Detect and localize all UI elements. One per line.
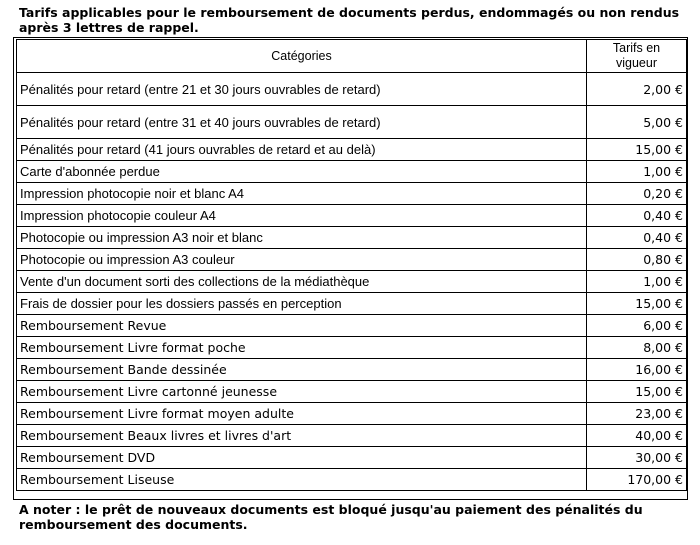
row-price: 1,00 € [587, 271, 687, 293]
row-price: 5,00 € [587, 106, 687, 139]
table-row [17, 359, 687, 381]
table-row [17, 381, 687, 403]
row-category: Remboursement Livre format moyen adulte [17, 403, 587, 425]
row-price: 0,20 € [587, 183, 687, 205]
table-row [17, 183, 687, 205]
row-category: Remboursement Livre cartonné jeunesse [17, 381, 587, 403]
row-category: Remboursement Revue [17, 315, 587, 337]
table-row [17, 139, 687, 161]
table-row [17, 337, 687, 359]
row-price: 1,00 € [587, 161, 687, 183]
row-category: Carte d'abonnée perdue [17, 161, 587, 183]
table-row [17, 73, 687, 106]
row-category: Impression photocopie noir et blanc A4 [17, 183, 587, 205]
row-price: 0,40 € [587, 227, 687, 249]
row-category: Photocopie ou impression A3 noir et blanc [17, 227, 587, 249]
header-category: Catégories [17, 40, 587, 73]
row-price: 16,00 € [587, 359, 687, 381]
row-price: 15,00 € [587, 381, 687, 403]
table-row [17, 425, 687, 447]
heading-line-2: après 3 lettres de rappel. [19, 20, 199, 35]
row-price: 23,00 € [587, 403, 687, 425]
row-price: 15,00 € [587, 293, 687, 315]
table-row [17, 271, 687, 293]
tariff-table [16, 39, 687, 491]
row-price: 30,00 € [587, 447, 687, 469]
row-category: Remboursement Livre format poche [17, 337, 587, 359]
table-header-row [17, 40, 687, 73]
header-price-line-1: Tarifs en [612, 41, 661, 55]
table-row [17, 403, 687, 425]
row-category: Remboursement Bande dessinée [17, 359, 587, 381]
row-category: Photocopie ou impression A3 couleur [17, 249, 587, 271]
row-category: Vente d'un document sorti des collections de la médiathèque [17, 271, 587, 293]
row-category: Pénalités pour retard (entre 21 et 30 jours ouvrables de retard) [17, 73, 587, 106]
note [19, 502, 689, 532]
row-price: 0,40 € [587, 205, 687, 227]
header-price [587, 40, 687, 73]
row-category: Frais de dossier pour les dossiers passés en perception [17, 293, 587, 315]
heading-line-1: Tarifs applicables pour le remboursement de documents perdus, endommagés ou non rendus [19, 5, 680, 20]
note-line-2: remboursement des documents. [19, 517, 248, 532]
table-row [17, 293, 687, 315]
table-row [17, 205, 687, 227]
row-category: Remboursement DVD [17, 447, 587, 469]
row-category: Pénalités pour retard (41 jours ouvrables de retard et au delà) [17, 139, 587, 161]
table-row [17, 315, 687, 337]
table-row [17, 227, 687, 249]
row-price: 8,00 € [587, 337, 687, 359]
note-line-1: A noter : le prêt de nouveaux documents est bloqué jusqu'au paiement des pénalités du [19, 502, 643, 517]
row-price: 0,80 € [587, 249, 687, 271]
row-price: 15,00 € [587, 139, 687, 161]
table-row [17, 161, 687, 183]
row-category: Pénalités pour retard (entre 31 et 40 jours ouvrables de retard) [17, 106, 587, 139]
table-row [17, 249, 687, 271]
header-price-line-2: vigueur [616, 56, 657, 70]
page-heading [19, 5, 689, 35]
row-category: Remboursement Beaux livres et livres d'art [17, 425, 587, 447]
row-category: Impression photocopie couleur A4 [17, 205, 587, 227]
row-price: 2,00 € [587, 73, 687, 106]
row-price: 170,00 € [587, 469, 687, 491]
row-price: 40,00 € [587, 425, 687, 447]
table-row [17, 106, 687, 139]
row-price: 6,00 € [587, 315, 687, 337]
row-category: Remboursement Liseuse [17, 469, 587, 491]
table-row [17, 469, 687, 491]
table-row [17, 447, 687, 469]
